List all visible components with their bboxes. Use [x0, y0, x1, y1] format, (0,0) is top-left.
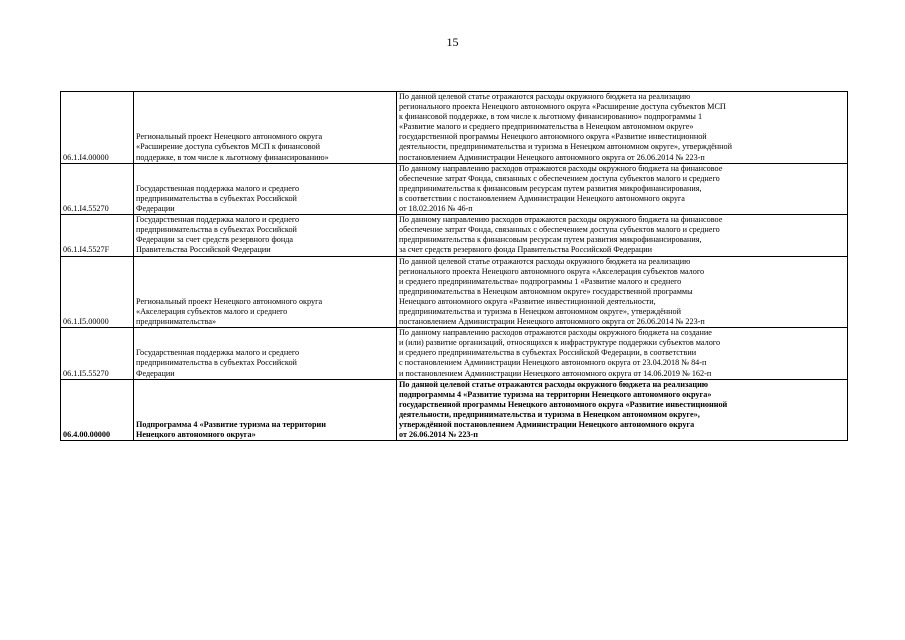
row-code: 06.1.I4.00000 [61, 92, 134, 164]
table-row [61, 256, 848, 328]
row-code: 06.1.I4.55270 [61, 163, 134, 214]
row-name: Государственная поддержка малого и среднего предпринимательства в субъектах Российской Федерации [134, 163, 397, 214]
budget-classification-table [60, 91, 848, 441]
table-row-subprogram [61, 379, 848, 441]
table-row [61, 215, 848, 256]
row-name: Государственная поддержка малого и среднего предпринимательства в субъектах Российской Федерации [134, 328, 397, 379]
row-code: 06.1.I5.00000 [61, 256, 134, 328]
row-code: 06.1.I4.5527F [61, 215, 134, 256]
row-description: По данному направлению расходов отражаются расходы окружного бюджета на создание и (или) развитие организаций, относящихся к инфраструктуре поддержки субъектов малого и среднего предпринимательства в субъектах Российской Федерации, в соответствии с постановлением Администрации Ненецкого автономного округа от 23.04.2018 № 84-п и постановлением Администрации Ненецкого автономного округа от 14.06.2019 № 162-п [397, 328, 848, 379]
row-code: 06.1.I5.55270 [61, 328, 134, 379]
row-name: Подпрограмма 4 «Развитие туризма на территории Ненецкого автономного округа» [134, 379, 397, 441]
table-row [61, 163, 848, 214]
row-description: По данной целевой статье отражаются расходы окружного бюджета на реализацию подпрограммы 4 «Развитие туризма на территории Ненецкого автономного округа» государственной программы Ненецкого автономного округа «Развитие инвестиционной деятельности, предпринимательства и туризма в Ненецком автономном округе», утверждённой постановлением Администрации Ненецкого автономного округа от 26.06.2014 № 223-п [397, 379, 848, 441]
page-number: 15 [446, 35, 459, 49]
row-description: По данному направлению расходов отражаются расходы окружного бюджета на финансовое обеспечение затрат Фонда, связанных с обеспечением доступа субъектов малого и среднего предпринимательства к финансовым ресурсам путем развития микрофинансирования, за счет средств резервного фонда Правительства Российской Федерации [397, 215, 848, 256]
table-row [61, 92, 848, 164]
table-row [61, 328, 848, 379]
row-name: Региональный проект Ненецкого автономного округа «Расширение доступа субъектов МСП к финансовой поддержке, в том числе к льготному финансированию» [134, 92, 397, 164]
row-description: По данному направлению расходов отражаются расходы окружного бюджета на финансовое обеспечение затрат Фонда, связанных с обеспечением доступа субъектов малого и среднего предпринимательства к финансовым ресурсам путем развития микрофинансирования, в соответствии с постановлением Администрации Ненецкого автономного округа от 18.02.2016 № 46-п [397, 163, 848, 214]
row-name: Государственная поддержка малого и среднего предпринимательства в субъектах Российской Федерации за счет средств резервного фонда Правительства Российской Федерации [134, 215, 397, 256]
row-code: 06.4.00.00000 [61, 379, 134, 441]
row-name: Региональный проект Ненецкого автономного округа «Акселерация субъектов малого и среднего предпринимательства» [134, 256, 397, 328]
row-description: По данной целевой статье отражаются расходы окружного бюджета на реализацию регионального проекта Ненецкого автономного округа «Расширение доступа субъектов МСП к финансовой поддержке, в том числе к льготному финансированию» подпрограммы 1 «Развитие малого и среднего предпринимательства в Ненецком автономном округе» государственной программы Ненецкого автономного округа «Развитие инвестиционной деятельности, предпринимательства и туризма в Ненецком автономном округе», утверждённой постановлением Администрации Ненецкого автономного округа от 26.06.2014 № 223-п [397, 92, 848, 164]
row-description: По данной целевой статье отражаются расходы окружного бюджета на реализацию регионального проекта Ненецкого автономного округа «Акселерация субъектов малого и среднего предпринимательства» подпрограммы 1 «Развитие малого и среднего предпринимательства в Ненецком автономном округе» государственной программы Ненецкого автономного округа «Развитие инвестиционной деятельности, предпринимательства и туризма в Ненецком автономном округе», утверждённой постановлением Администрации Ненецкого автономного округа от 26.06.2014 № 223-п [397, 256, 848, 328]
